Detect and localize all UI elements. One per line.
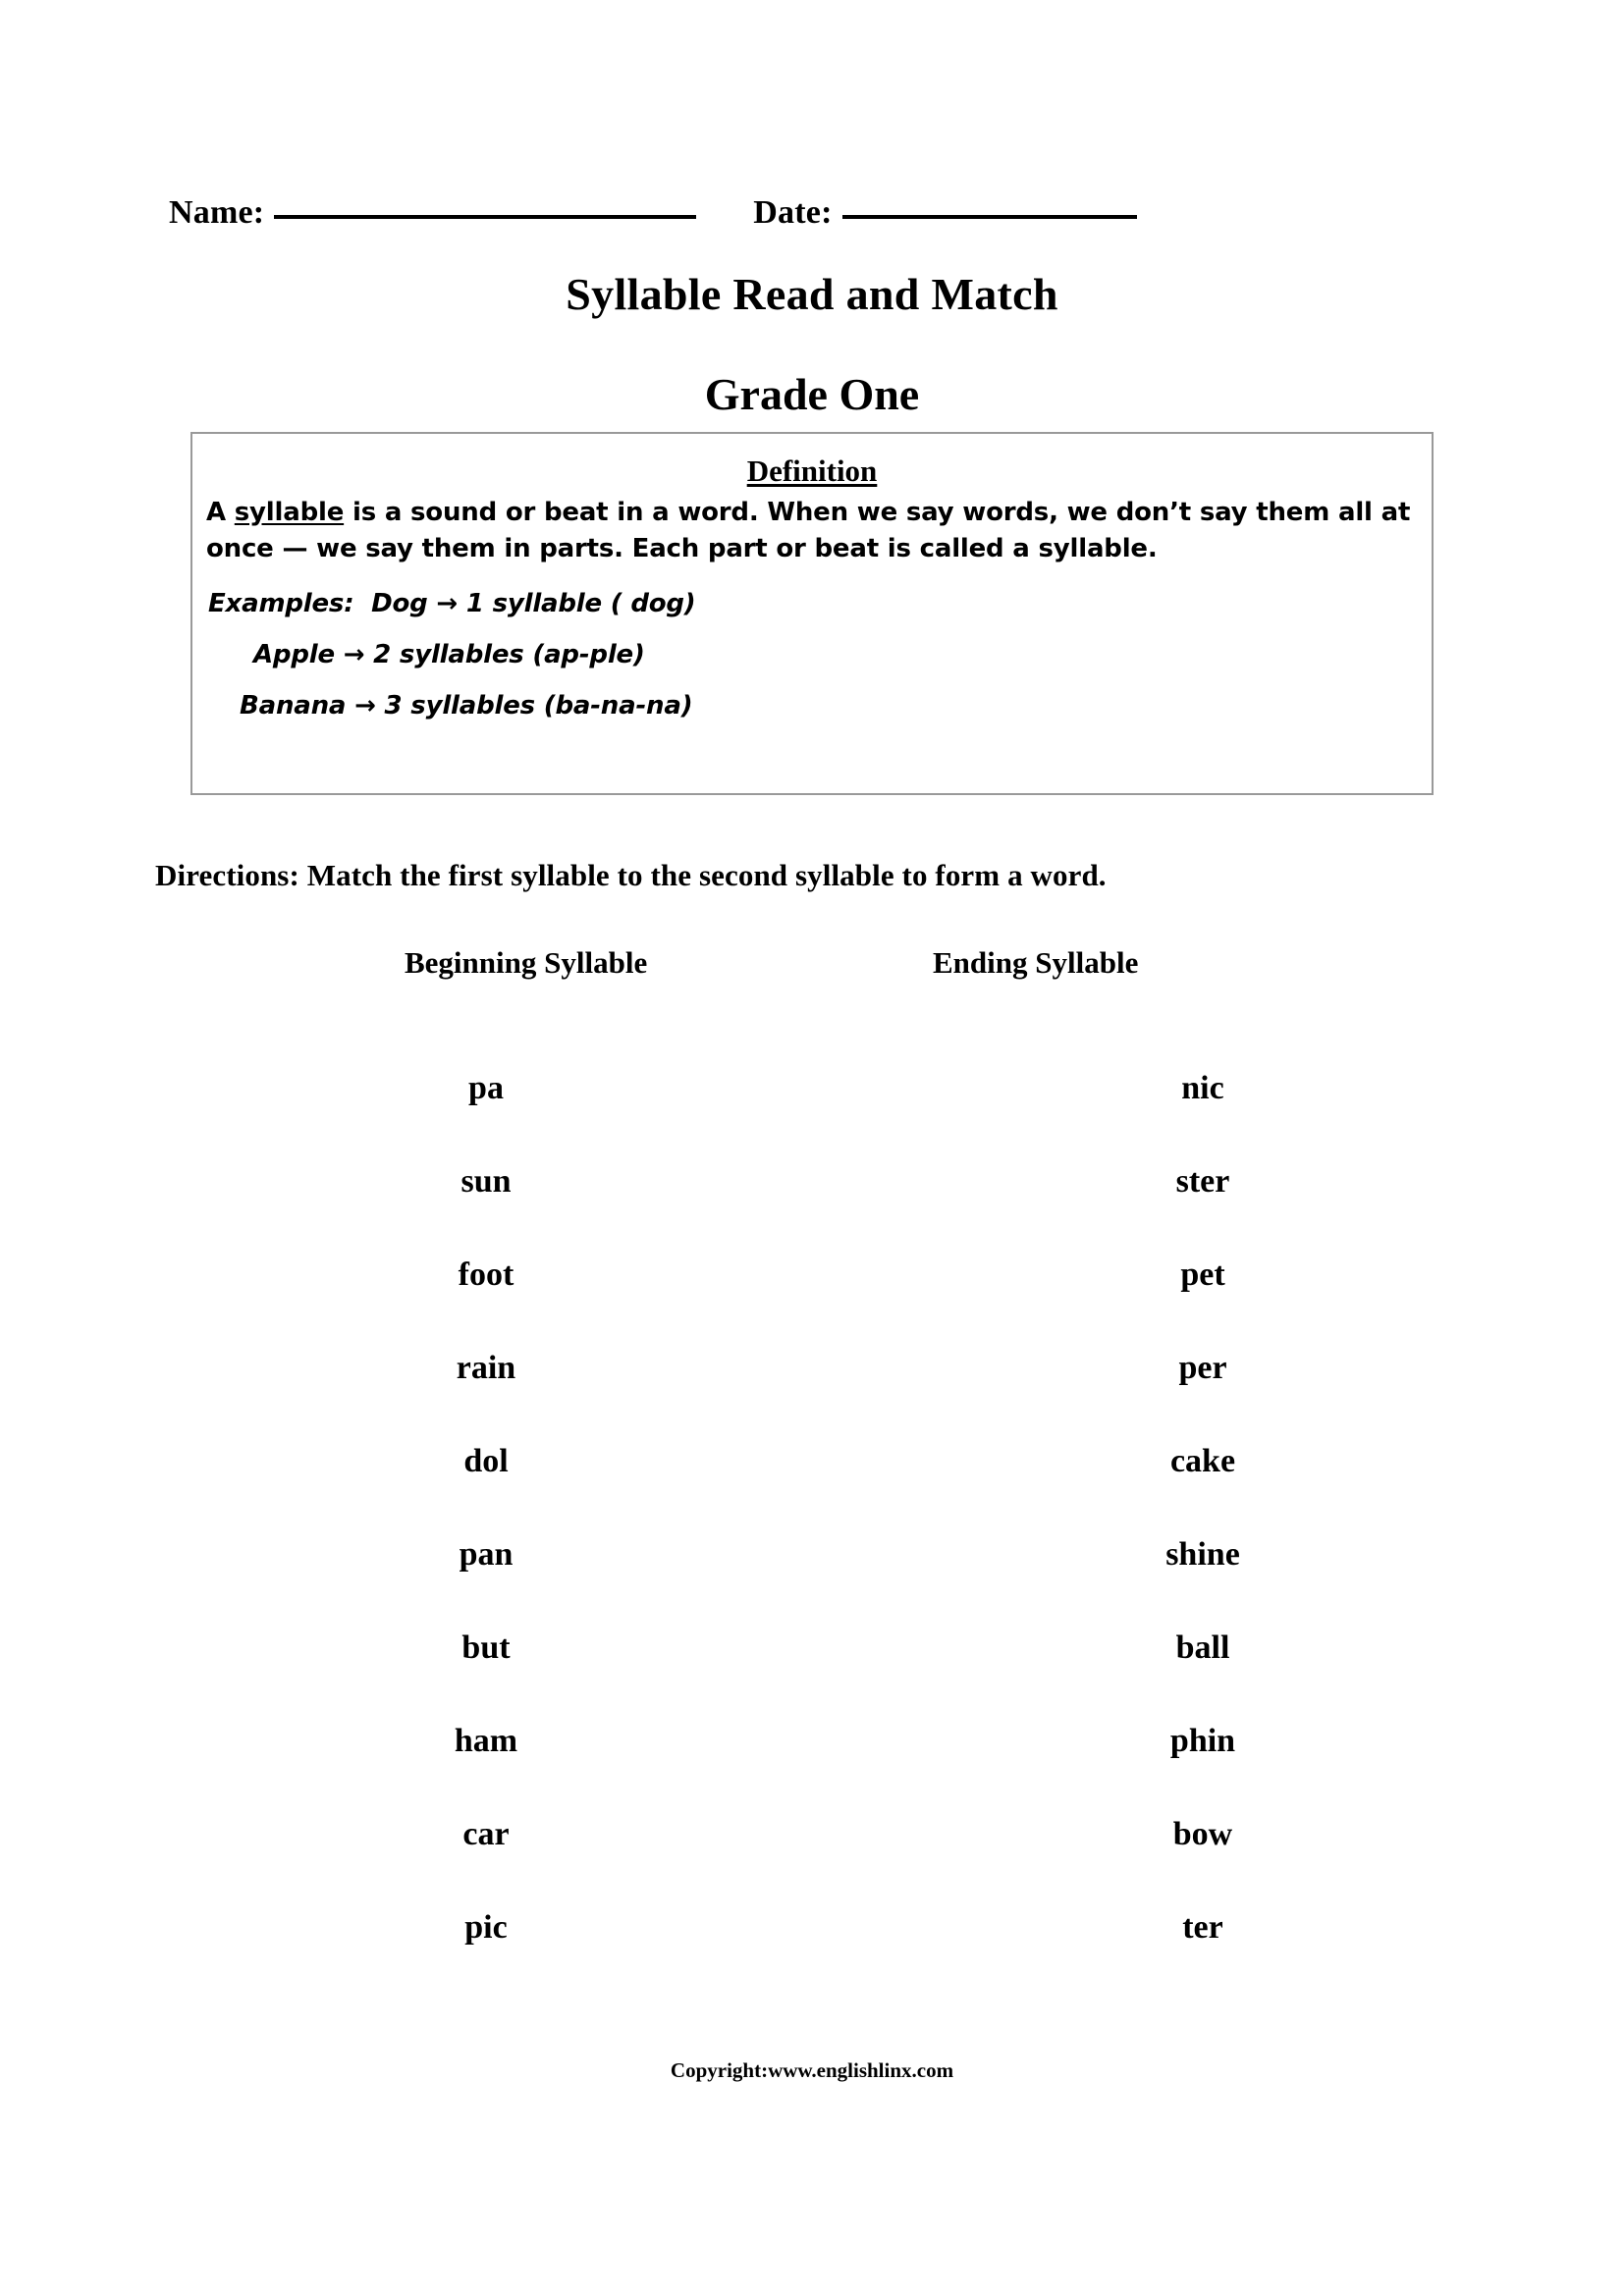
table-row	[0, 1629, 1624, 1723]
worksheet-subtitle: Grade One	[704, 369, 920, 419]
definition-heading: Definition	[746, 454, 878, 488]
name-date-row	[169, 194, 1459, 232]
definition-keyword: syllable	[234, 498, 345, 527]
beginning-syllable-word[interactable]: pa	[468, 1070, 504, 1106]
table-row	[0, 1163, 1624, 1256]
beginning-syllable-word[interactable]: but	[461, 1629, 511, 1666]
ending-syllable-word[interactable]: pet	[1180, 1256, 1225, 1293]
table-row	[0, 1443, 1624, 1536]
table-row	[0, 1536, 1624, 1629]
beginning-syllable-word[interactable]: sun	[460, 1163, 512, 1200]
syllable-match-list	[0, 1070, 1624, 2002]
date-input-blank[interactable]	[842, 215, 1137, 219]
ending-syllable-word[interactable]: ster	[1175, 1163, 1230, 1200]
ending-syllable-header: Ending Syllable	[933, 945, 1139, 980]
ending-syllable-word[interactable]: per	[1178, 1350, 1227, 1386]
beginning-syllable-word[interactable]: pan	[459, 1536, 514, 1573]
table-row	[0, 1350, 1624, 1443]
ending-syllable-word[interactable]: ball	[1175, 1629, 1230, 1666]
example-line-2: Apple → 2 syllables (ap-ple)	[253, 639, 645, 669]
ending-syllable-word[interactable]: shine	[1165, 1536, 1240, 1573]
beginning-syllable-word[interactable]: rain	[456, 1350, 516, 1386]
definition-body-part1: A	[206, 498, 235, 527]
definition-box	[190, 432, 1434, 795]
definition-examples	[192, 589, 1432, 721]
ending-syllable-word[interactable]: bow	[1172, 1816, 1233, 1852]
ending-syllable-word[interactable]: nic	[1181, 1070, 1224, 1106]
ending-syllable-word[interactable]: ter	[1182, 1909, 1223, 1946]
table-row	[0, 1256, 1624, 1350]
worksheet-title: Syllable Read and Match	[566, 269, 1058, 319]
beginning-syllable-word[interactable]: dol	[463, 1443, 509, 1479]
example-line-1: Examples: Dog → 1 syllable ( dog)	[208, 588, 696, 618]
beginning-syllable-word[interactable]: foot	[458, 1256, 514, 1293]
column-headers	[0, 945, 1624, 988]
beginning-syllable-word[interactable]: ham	[454, 1723, 518, 1759]
table-row	[0, 1723, 1624, 1816]
name-label: Name:	[169, 194, 265, 231]
definition-body-part2: is a sound or beat in a word. When we say words, we don’t say them all at once — we say them in parts. Each part or beat is called a syllable.	[206, 498, 1411, 563]
table-row	[0, 1909, 1624, 2002]
table-row	[0, 1816, 1624, 1909]
date-label: Date:	[753, 194, 833, 231]
ending-syllable-word[interactable]: phin	[1169, 1723, 1236, 1759]
definition-body	[192, 489, 1432, 567]
beginning-syllable-word[interactable]: car	[462, 1816, 510, 1852]
beginning-syllable-header: Beginning Syllable	[405, 945, 648, 980]
directions-text: Directions: Match the first syllable to the second syllable to form a word.	[155, 858, 1107, 892]
table-row	[0, 1070, 1624, 1163]
example-line-3: Banana → 3 syllables (ba-na-na)	[240, 690, 693, 721]
beginning-syllable-word[interactable]: pic	[464, 1909, 508, 1946]
ending-syllable-word[interactable]: cake	[1169, 1443, 1236, 1479]
copyright-footer: Copyright:www.englishlinx.com	[670, 2058, 954, 2082]
name-input-blank[interactable]	[274, 215, 696, 219]
